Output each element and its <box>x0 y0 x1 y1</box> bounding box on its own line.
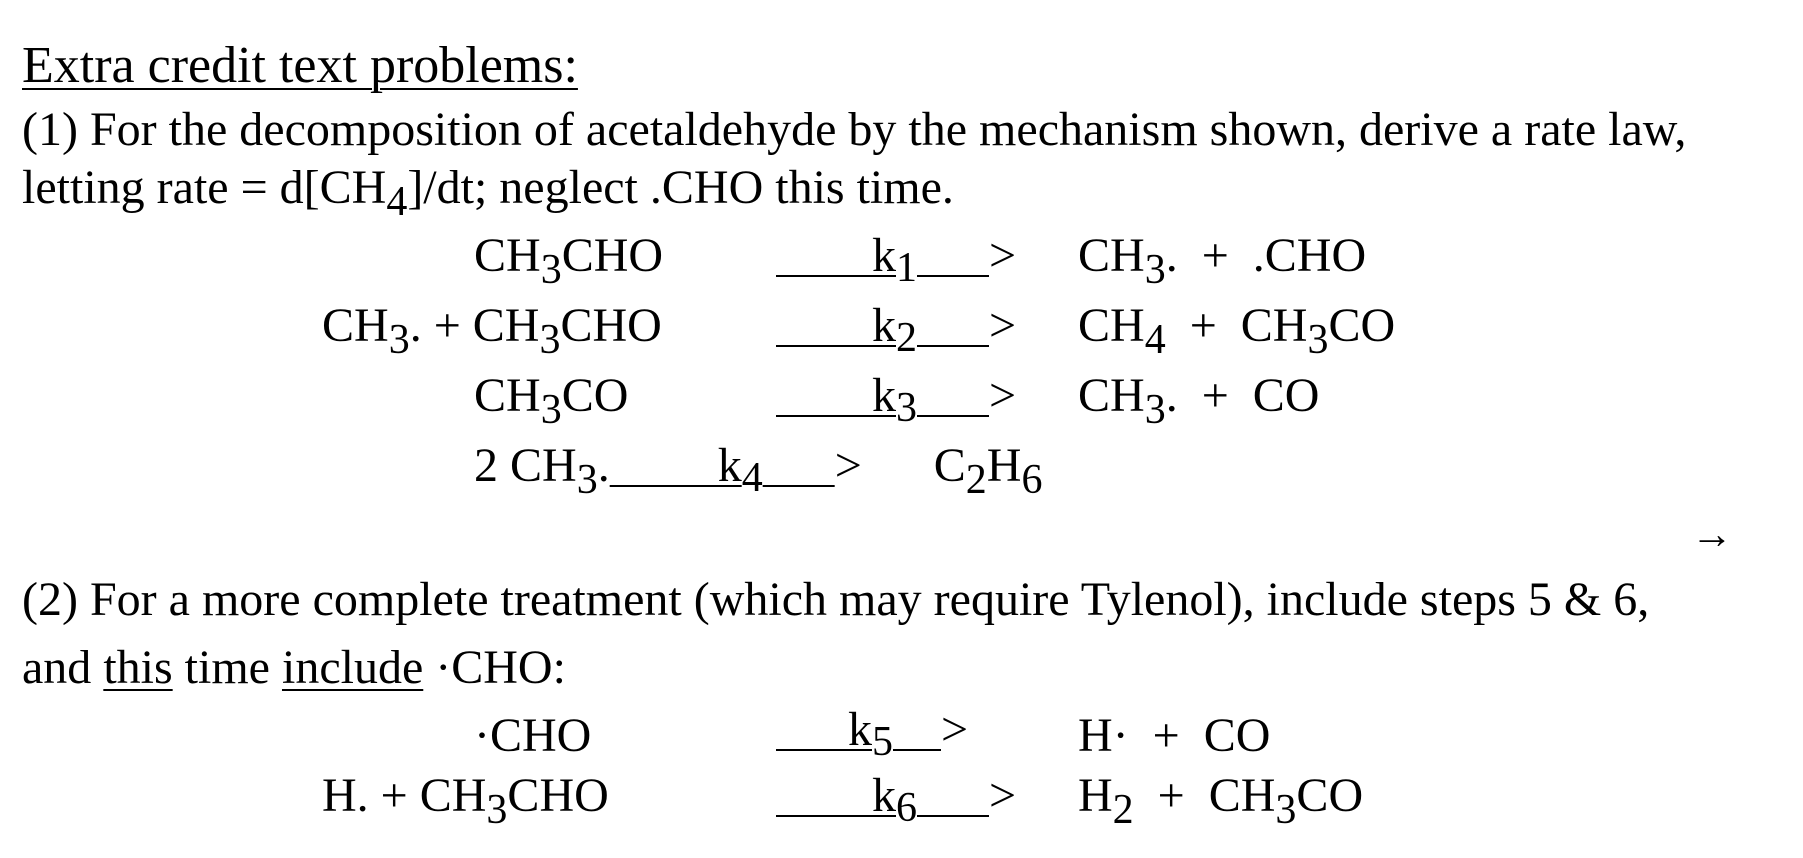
mech-1-step-1-products: CH3. + .CHO <box>1078 229 1367 293</box>
mech-2-step-5-reactants: ·CHO <box>474 709 592 762</box>
mech-1-step-2-arrow: k2 > <box>872 299 1017 361</box>
problem-1-line-2-pre: letting rate = d[CH <box>22 161 387 214</box>
mech-1-step-3-arrow: k3 > <box>872 369 1017 431</box>
mech-1-step-3-reactants: CH3CO <box>474 369 629 433</box>
mech-2-step-6-products: H2 + CH3CO <box>1078 769 1364 833</box>
right-arrow-icon: → <box>1691 512 1733 558</box>
problem-2-text-b: time <box>172 641 282 694</box>
problem-2-line-1: (2) For a more complete treatment (which may require Tylenol), include steps 5 & 6, <box>22 573 1650 626</box>
page-title: Extra credit text problems: <box>22 37 578 94</box>
problem-2-underlined-include: include <box>281 641 424 694</box>
problem-2-text-c: ·CHO: <box>423 641 566 694</box>
mech-1-step-1-reactants: CH3CHO <box>474 229 664 293</box>
problem-2-underlined-this: this <box>103 641 173 694</box>
mech-1-step-4: 2 CH3. k4 > C2H6 <box>474 439 1043 503</box>
problem-1-line-2-subscript: 4 <box>386 179 408 225</box>
problem-1-line-1: (1) For the decomposition of acetaldehyde by the mechanism shown, derive a rate law, <box>22 103 1687 156</box>
mech-1-step-1-arrow: ​ k1 > <box>776 229 1017 291</box>
mech-2-step-5-products: H· + CO <box>1078 709 1271 762</box>
mech-1-step-2-reactants: CH3. + CH3CHO <box>322 299 662 363</box>
problem-1-line-2 <box>22 161 954 225</box>
mech-2-step-6-reactants: H. + CH3CHO <box>322 769 609 833</box>
problem-1-line-2-post: ]/dt; neglect .CHO this time. <box>407 161 954 214</box>
problem-2-text-a: and <box>22 641 104 694</box>
problem-2-line-2 <box>22 641 566 694</box>
mech-2-step-6-arrow: k6 > <box>872 769 1017 831</box>
mech-2-step-5-arrow: k5 > <box>848 703 969 765</box>
mech-1-step-3-products: CH3. + CO <box>1078 369 1320 433</box>
mech-1-step-2-products: CH4 + CH3CO <box>1078 299 1396 363</box>
